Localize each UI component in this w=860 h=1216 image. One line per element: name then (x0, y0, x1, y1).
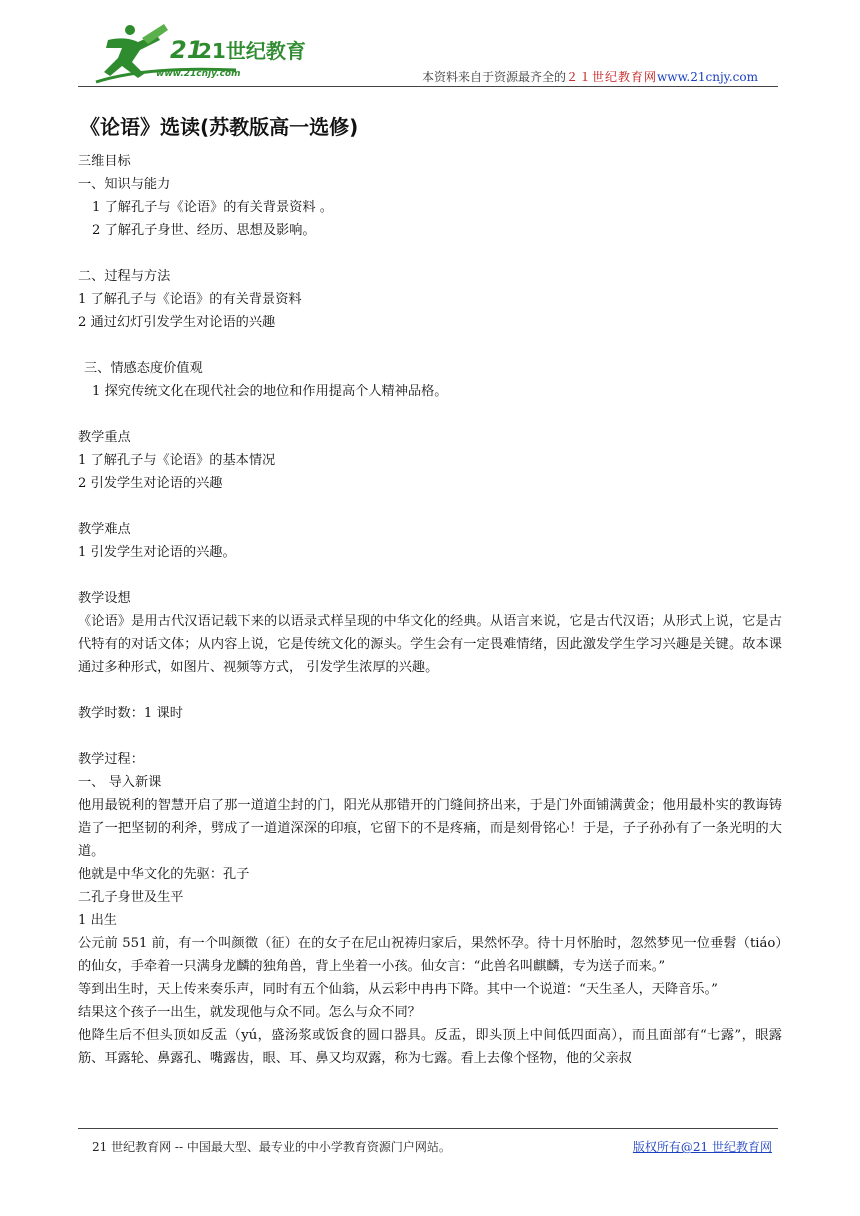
footer-divider (78, 1128, 778, 1129)
section-heading: 1 出生 (78, 913, 117, 928)
footer-note: 21 世纪教育网 -- 中国最大型、最专业的中小学教育资源门户网站。 (92, 1140, 451, 1154)
note-url-link[interactable]: www.21cnjy.com (657, 70, 758, 84)
paragraph: 他用最锐利的智慧开启了那一道道尘封的门，阳光从那错开的门缝间挤出来，于是门外面铺满黄金；他用最朴实的教诲铸造了一把坚韧的利斧，劈成了一道道深深的印痕，它留下的不是疼痛，而是刻骨铭心！于是，子子孙孙有了一条光明的大道。 (78, 798, 782, 859)
paragraph: 公元前 551 前，有一个叫颜徵（征）在的女子在尼山祝祷归家后，果然怀孕。待十月怀胎时，忽然梦见一位垂髫（tiáo）的仙女，手牵着一只满身龙麟的独角兽，背上坐着一小孩。仙女言：“此兽名叫麒麟，专为送子而来。” (78, 936, 782, 974)
section-heading: 三、情感态度价值观 (84, 361, 203, 376)
note-site-link[interactable]: ２１世纪教育网 (566, 70, 658, 84)
section-heading: 教学难点 (78, 522, 131, 537)
section-heading: 三维目标 (78, 154, 131, 169)
list-item: 2 通过幻灯引发学生对论语的兴趣 (78, 315, 276, 330)
section-heading: 一、知识与能力 (78, 177, 171, 192)
section-heading: 二、过程与方法 (78, 269, 171, 284)
svg-text:www.21cnjy.com: www.21cnjy.com (156, 69, 241, 79)
list-item: 1 探究传统文化在现代社会的地位和作用提高个人精神品格。 (92, 384, 448, 399)
paragraph: 等到出生时，天上传来奏乐声，同时有五个仙翁，从云彩中冉冉下降。其中一个说道：“天生圣人，天降音乐。” (78, 982, 718, 997)
section-heading: 教学重点 (78, 430, 131, 445)
section-heading: 教学过程： (78, 752, 144, 767)
section-heading: 教学设想 (78, 591, 131, 606)
list-item: 1 了解孔子与《论语》的有关背景资料 (78, 292, 302, 307)
list-item: 2 引发学生对论语的兴趣 (78, 476, 223, 491)
paragraph: 他就是中华文化的先驱：孔子 (78, 867, 250, 882)
list-item: 1 了解孔子与《论语》的有关背景资料 。 (92, 200, 333, 215)
section-heading: 一、 导入新课 (78, 775, 162, 790)
svg-text:21世纪教育: 21世纪教育 (198, 39, 306, 63)
list-item: 1 引发学生对论语的兴趣。 (78, 545, 236, 560)
copyright-link[interactable]: 版权所有@21 世纪教育网 (632, 1140, 772, 1154)
paragraph: 《论语》是用古代汉语记载下来的以语录式样呈现的中华文化的经典。从语言来说，它是古代汉语；从形式上说，它是古代特有的对话文体；从内容上说，它是传统文化的源头。学生会有一定畏难情绪，因此激发学生学习兴趣是关键。故本课通过多种形式，如图片、视频等方式， 引发学生浓厚的兴趣。 (78, 614, 782, 675)
site-logo[interactable] (86, 18, 306, 86)
page-header (78, 18, 778, 86)
section-heading: 二孔子身世及生平 (78, 890, 184, 905)
list-item: 2 了解孔子身世、经历、思想及影响。 (92, 223, 316, 238)
paragraph: 结果这个孩子一出生，就发现他与众不同。怎么与众不同？ (78, 1005, 421, 1020)
document-body (78, 112, 782, 1070)
list-item: 1 了解孔子与《论语》的基本情况 (78, 453, 276, 468)
paragraph: 教学时数：1 课时 (78, 706, 183, 721)
header-source-note (422, 68, 758, 85)
svg-text:21: 21 (170, 36, 204, 64)
note-prefix: 本资料来自于资源最齐全的 (422, 70, 567, 84)
paragraph: 他降生后不但头顶如反盂（yú，盛汤浆或饭食的圆口器具。反盂，即头顶上中间低四面高），而且面部有“七露”，眼露筋、耳露轮、鼻露孔、嘴露齿，眼、耳、鼻又均双露，称为七露。看上去像个怪物，他的父亲叔 (78, 1028, 782, 1066)
document-title: 《论语》选读(苏教版高一选修) (80, 115, 359, 139)
header-divider (78, 86, 778, 87)
